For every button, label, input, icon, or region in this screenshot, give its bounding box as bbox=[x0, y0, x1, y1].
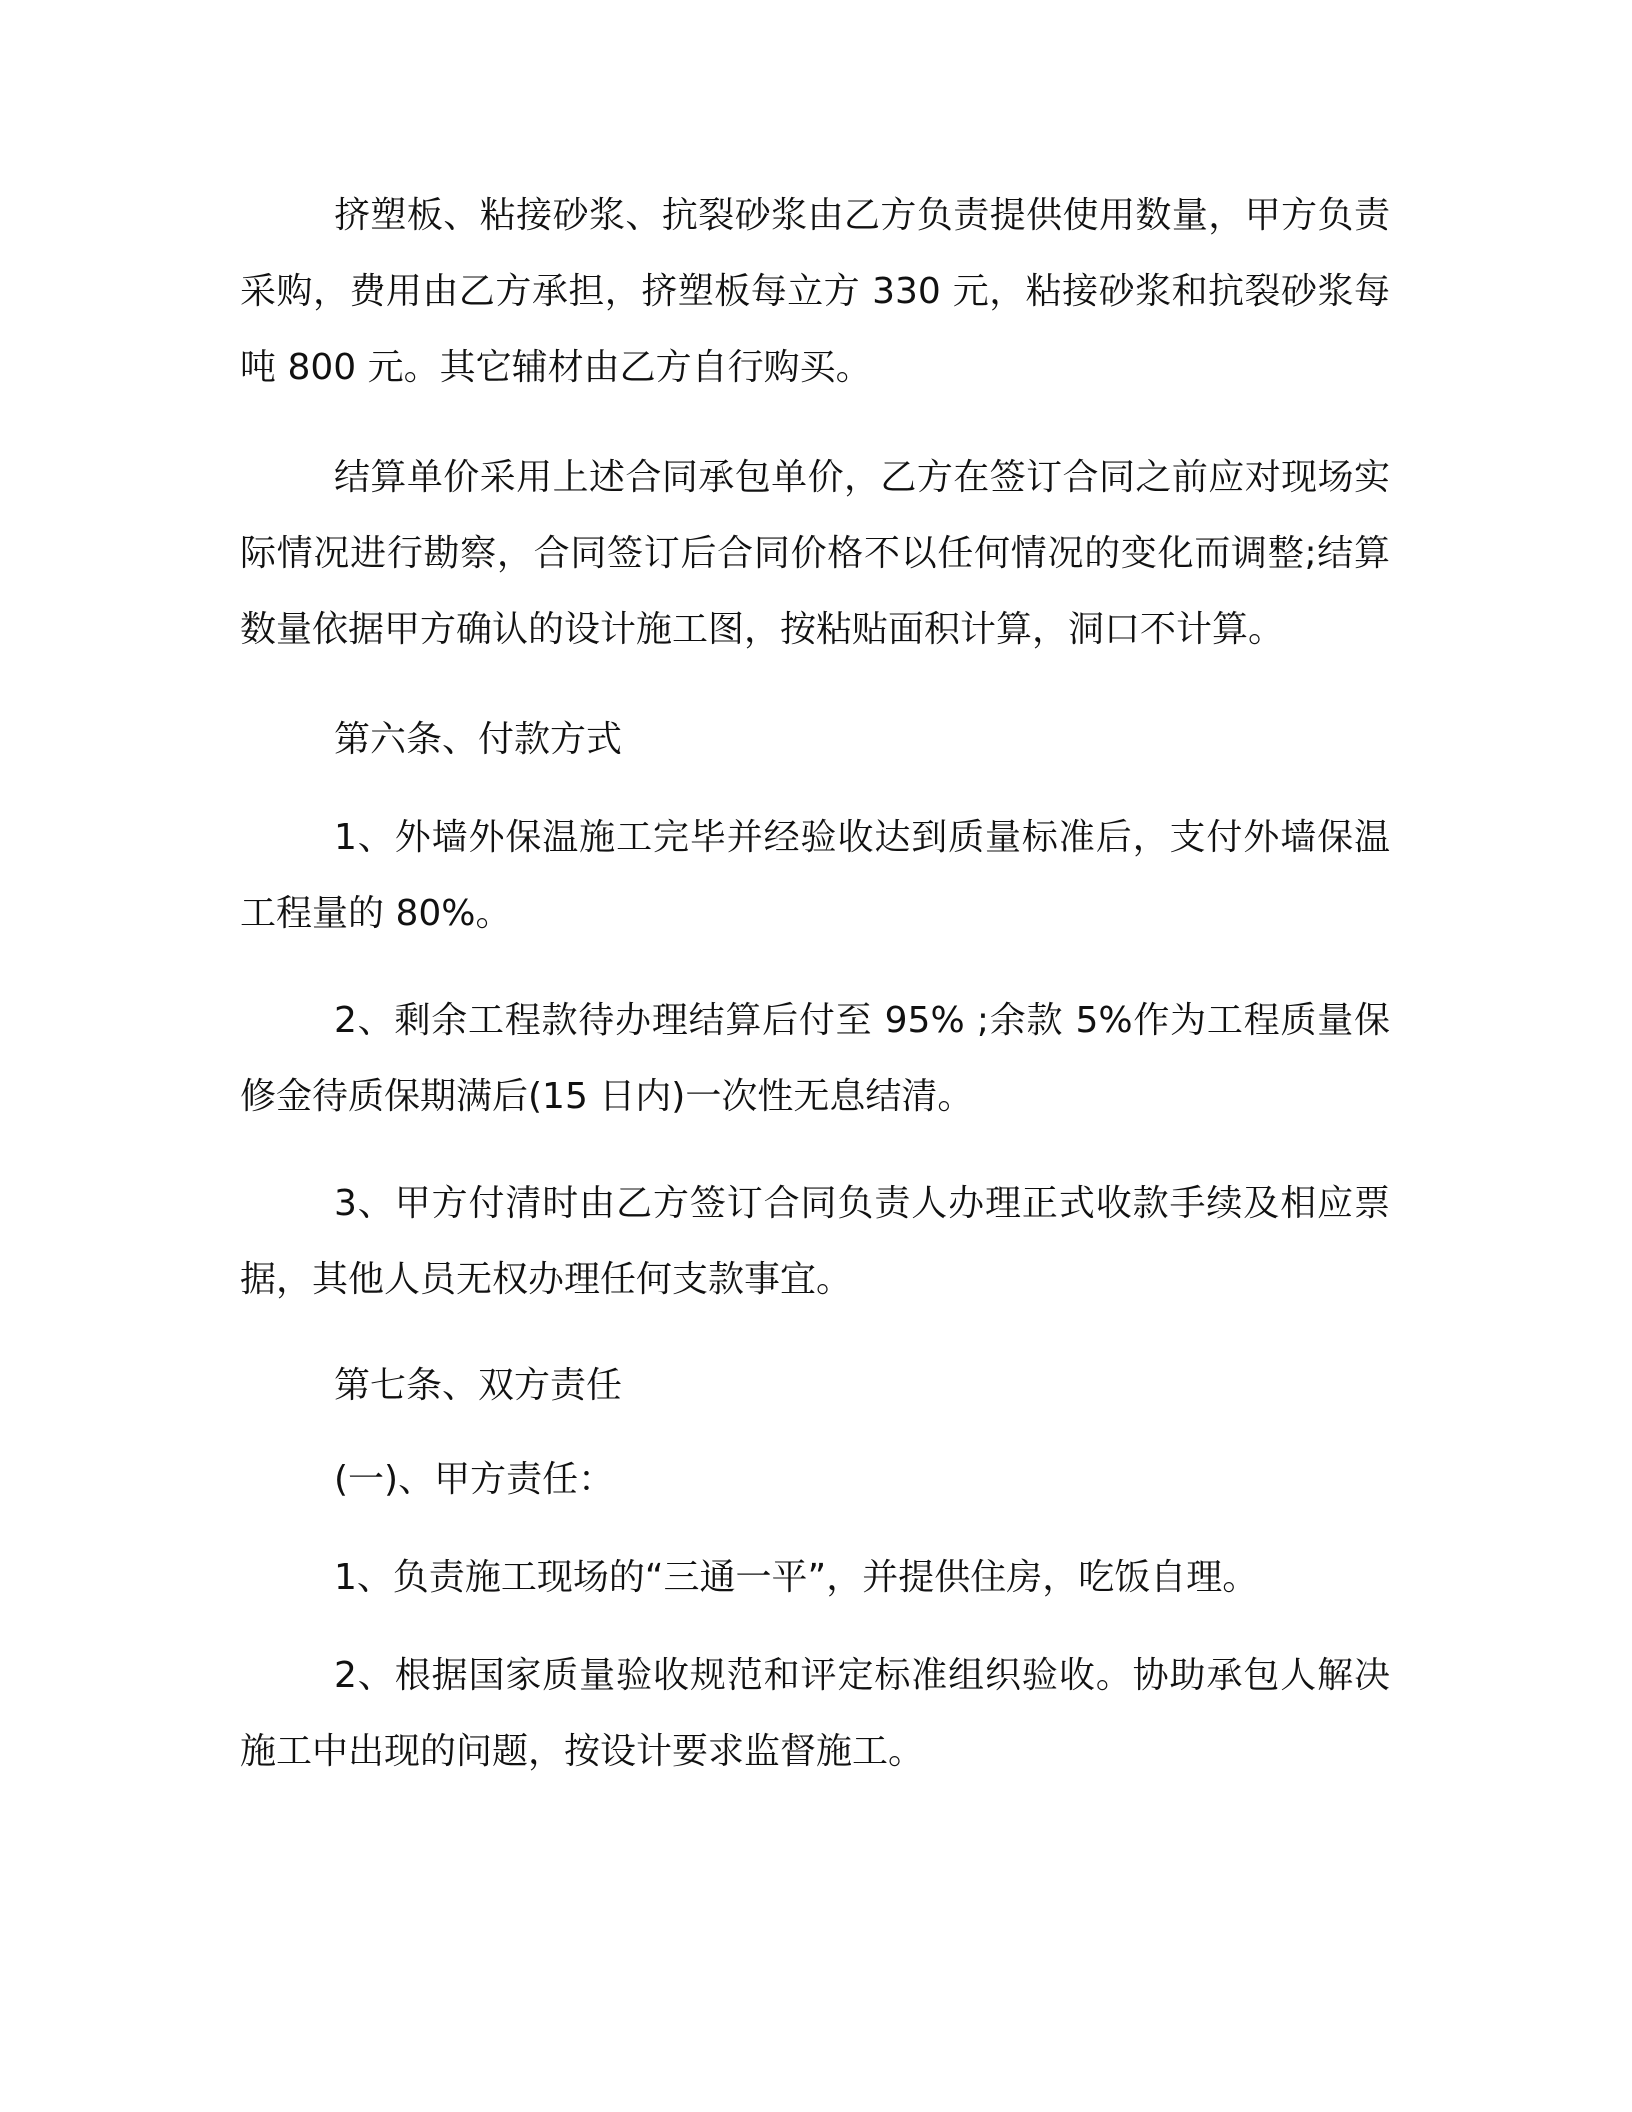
paragraph-party-a-1: 1、负责施工现场的“三通一平”，并提供住房，吃饭自理。 bbox=[334, 1557, 1259, 1598]
paragraph-materials: 挤塑板、粘接砂浆、抗裂砂浆由乙方负责提供使用数量，甲方负责采购，费用由乙方承担，挤塑板每立方 330 元，粘接砂浆和抗裂砂浆每吨 800 元。其它辅材由乙方自行购买。 bbox=[240, 195, 1390, 388]
paragraph-payment-3: 3、甲方付清时由乙方签订合同负责人办理正式收款手续及相应票据，其他人员无权办理任何支款事宜。 bbox=[240, 1183, 1390, 1300]
paragraph-party-a-2: 2、根据国家质量验收规范和评定标准组织验收。协助承包人解决施工中出现的问题，按设计要求监督施工。 bbox=[240, 1655, 1390, 1772]
subsection-heading-party-a: (一)、甲方责任： bbox=[334, 1459, 615, 1500]
paragraph-payment-1: 1、外墙外保温施工完毕并经验收达到质量标准后，支付外墙保温工程量的 80%。 bbox=[240, 817, 1390, 934]
section-heading-article-6: 第六条、付款方式 bbox=[334, 719, 623, 760]
paragraph-settlement: 结算单价采用上述合同承包单价，乙方在签订合同之前应对现场实际情况进行勘察，合同签订后合同价格不以任何情况的变化而调整;结算数量依据甲方确认的设计施工图，按粘贴面积计算，洞口不计算。 bbox=[240, 457, 1390, 650]
section-heading-article-7: 第七条、双方责任 bbox=[334, 1365, 623, 1406]
paragraph-payment-2: 2、剩余工程款待办理结算后付至 95% ;余款 5%作为工程质量保修金待质保期满后(15 日内)一次性无息结清。 bbox=[240, 1000, 1390, 1117]
